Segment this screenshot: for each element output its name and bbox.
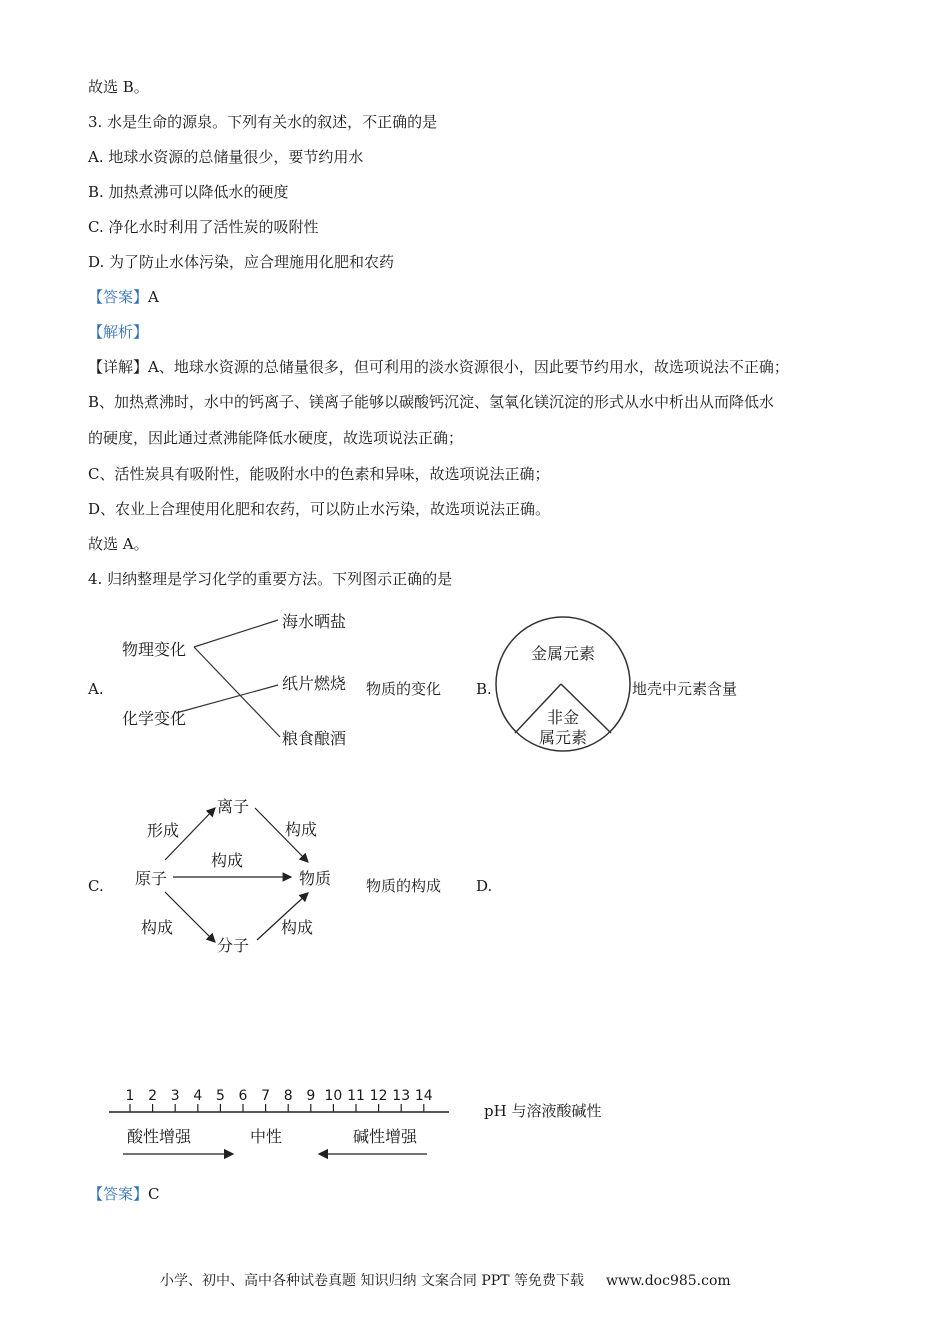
ph-tick-label: 3 [170,1088,180,1104]
seawater-salt-label: 海水晒盐 [282,612,347,631]
answer-value: C [148,1185,160,1203]
edge-label-ion-substance: 构成 [285,820,318,839]
footer-text: 小学、初中、高中各种试卷真题 知识归纳 文案合同 PPT 等免费下载 [160,1273,584,1289]
ion-node: 离子 [217,797,250,816]
option-d-letter: D. [476,877,493,895]
question-3-option-d: D. 为了防止水体污染，应合理施用化肥和农药 [88,253,395,271]
question-4-answer [88,1184,160,1204]
physical-change-label: 物理变化 [122,640,187,659]
alkalinity-increase-label: 碱性增强 [353,1127,418,1146]
ph-tick-label: 2 [148,1088,158,1104]
question-3-stem: 3. 水是生命的源泉。下列有关水的叙述，不正确的是 [88,113,438,131]
detail-line-3: 的硬度，因此通过煮沸能降低水硬度，故选项说法正确； [88,429,464,447]
ph-tick-label: 10 [324,1088,343,1104]
ph-tick-label: 6 [238,1088,248,1104]
substance-node: 物质 [299,869,332,888]
molecule-node: 分子 [217,936,250,955]
atom-node: 原子 [135,869,168,888]
analysis-tag: 【解析】 [88,323,149,341]
paper-burning-label: 纸片燃烧 [282,674,347,693]
previous-conclusion: 故选 B。 [88,78,149,96]
chemical-change-label: 化学变化 [122,709,187,728]
connector-line [176,685,278,713]
acidity-increase-label: 酸性增强 [127,1127,192,1146]
ph-tick-label: 5 [215,1088,225,1104]
question-3-option-a: A. 地球水资源的总储量很少，要节约用水 [88,148,364,166]
ph-tick-label: 9 [306,1088,316,1104]
footer-link[interactable]: www.doc985.com [605,1273,731,1289]
ph-tick-label: 13 [392,1088,411,1104]
metal-element-label: 金属元素 [530,644,596,663]
edge-label-molecule-substance: 构成 [281,918,314,937]
option-a-caption: 物质的变化 [366,680,442,698]
answer-value: A [148,288,159,306]
edge-label-atom-molecule: 构成 [141,918,174,937]
option-a-letter: A. [88,680,104,698]
ph-tick-label: 14 [414,1088,433,1104]
edge-label-atom-substance: 构成 [211,851,244,870]
question-3-answer [88,287,159,307]
option-d-caption: pH 与溶液酸碱性 [484,1102,602,1120]
ph-tick-label: 7 [261,1088,271,1104]
detail-line-1: 【详解】A、地球水资源的总储量很多，但可利用的淡水资源很小，因此要节约用水，故选项说法不正确； [88,358,789,376]
question-3-conclusion: 故选 A。 [88,535,149,553]
grain-brewing-label: 粮食酿酒 [282,729,347,748]
option-c-caption: 物质的构成 [366,877,442,895]
ph-tick-label: 11 [347,1088,365,1104]
option-d-ph-scale [105,1082,455,1164]
nonmetal-label-line2: 属元素 [538,728,588,747]
edge-label-form: 形成 [147,821,180,840]
ph-tick-label: 1 [125,1088,135,1104]
detail-line-4: C、活性炭具有吸附性，能吸附水中的色素和异味，故选项说法正确； [88,465,550,483]
option-c-letter: C. [88,877,104,895]
option-b-pie-diagram [495,611,635,756]
detail-tag: 【详解】 [88,358,149,376]
ph-tick-label: 12 [369,1088,388,1104]
page-footer [160,1270,731,1290]
question-3-option-c: C. 净化水时利用了活性炭的吸附性 [88,218,319,236]
option-b-caption: 地壳中元素含量 [632,680,738,698]
detail-line-2: B、加热煮沸时，水中的钙离子、镁离子能够以碳酸钙沉淀、氢氧化镁沉淀的形式从水中析出从而降低水 [88,393,775,411]
detail-line-5: D、农业上合理使用化肥和农药，可以防止水污染，故选项说法正确。 [88,500,551,518]
ph-tick-label: 8 [283,1088,293,1104]
neutral-label: 中性 [250,1127,283,1146]
option-b-letter: B. [476,680,492,698]
connector-line [194,647,280,737]
option-c-diagram [125,790,345,960]
nonmetal-label-line1: 非金 [546,708,580,727]
connector-line [194,620,278,647]
answer-tag: 【答案】 [88,288,149,306]
ph-tick-label: 4 [193,1088,203,1104]
answer-tag: 【答案】 [88,1185,149,1203]
question-3-option-b: B. 加热煮沸可以降低水的硬度 [88,183,289,201]
option-a-diagram [110,605,370,755]
question-4-stem: 4. 归纳整理是学习化学的重要方法。下列图示正确的是 [88,570,453,588]
